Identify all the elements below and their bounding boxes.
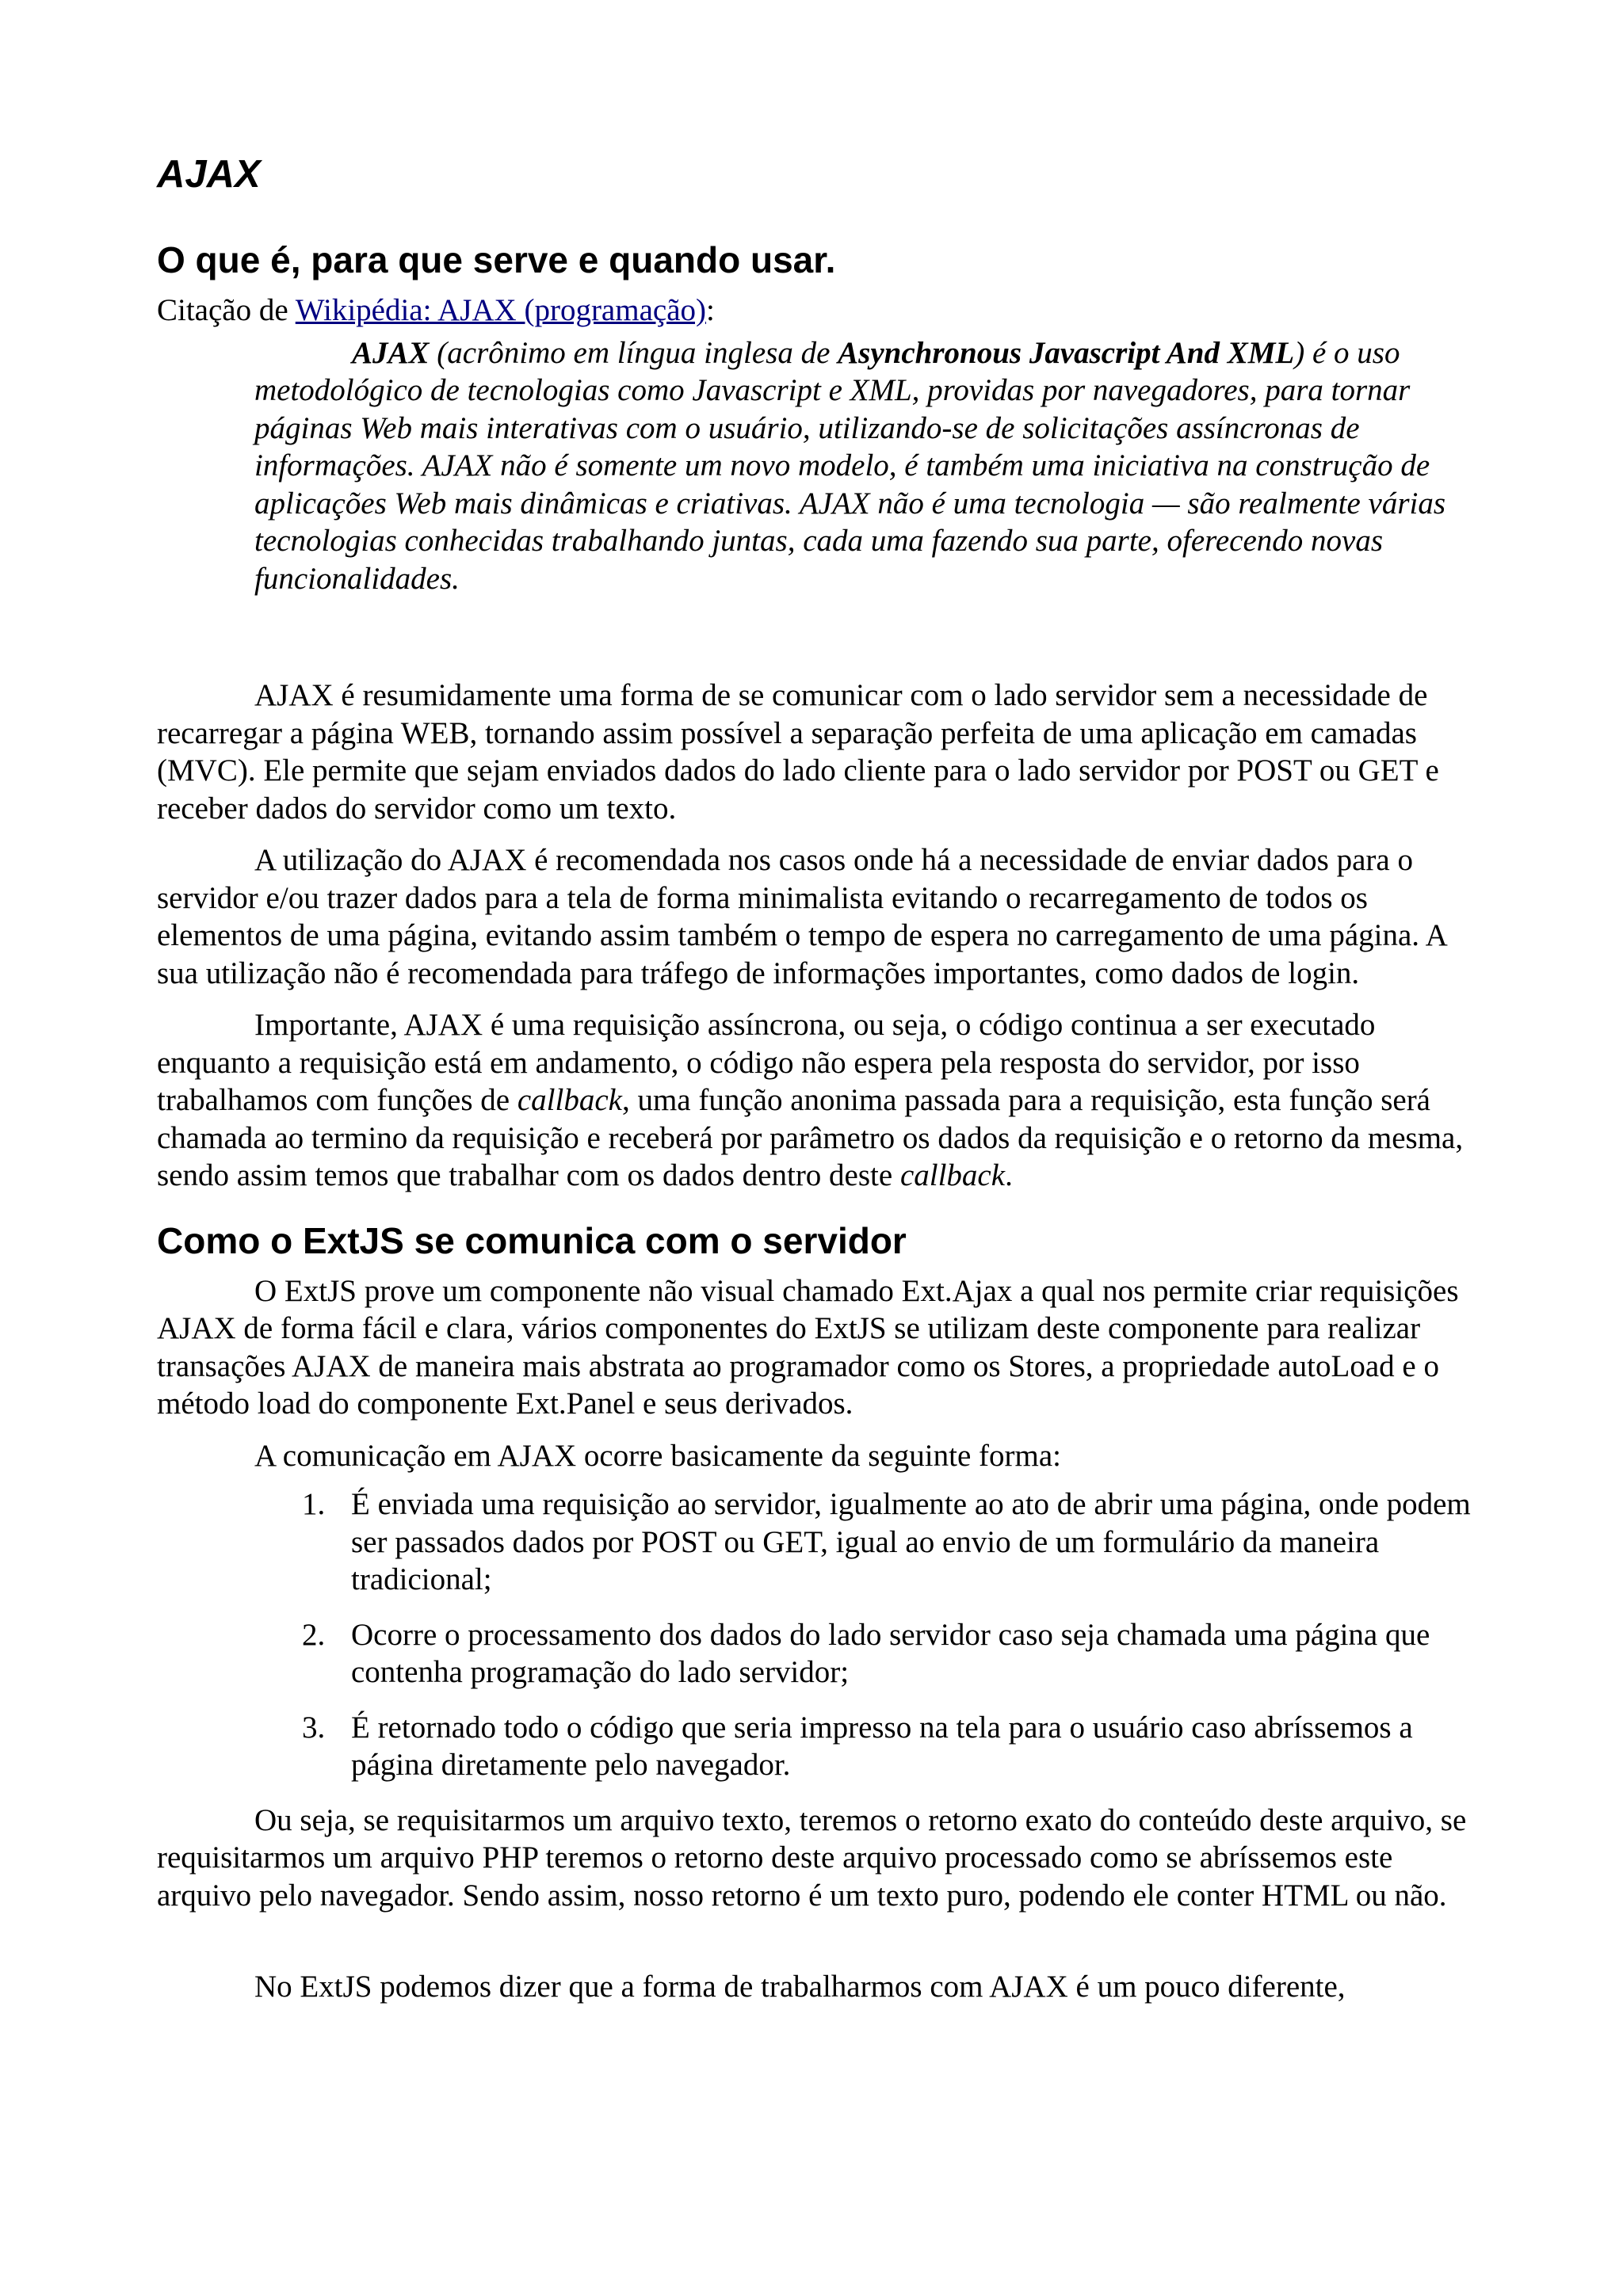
citation-line: [157, 292, 1480, 330]
callback-term-1: callback: [517, 1083, 622, 1117]
document-title: AJAX: [157, 153, 261, 196]
citation-prefix: Citação de: [157, 293, 296, 327]
quote-part-2: ) é o uso metodológico de tecnologias como Javascript e XML, providas por navegadores, para tornar páginas Web mais interativas com o usuário, utilizando-se de solicitações assíncronas de informações. AJAX não é somente um novo modelo, é também uma iniciativa na construção de aplicações Web mais dinâmicas e criativas. AJAX não é uma tecnologia — são realmente várias tecnologias conhecidas trabalhando juntas, cada uma fazendo sua parte, oferecendo novas funcionalidades.: [254, 335, 1446, 596]
paragraph-return-explanation: Ou seja, se requisitarmos um arquivo texto, teremos o retorno exato do conteúdo deste arquivo, se requisitarmos um arquivo PHP teremos o retorno deste arquivo processado como se abríssemos este arquivo pelo navegador. Sendo assim, nosso retorno é um texto puro, podendo ele conter HTML ou não.: [157, 1802, 1467, 1913]
citation-suffix: :: [706, 293, 715, 327]
communication-steps-list: [157, 1486, 1480, 1784]
section-heading-what-is: O que é, para que serve e quando usar.: [157, 239, 836, 280]
quote-term: AJAX: [352, 335, 430, 370]
paragraph-extjs-difference: No ExtJS podemos dizer que a forma de trabalharmos com AJAX é um pouco diferente,: [254, 1970, 1346, 2004]
quote-part-1: (acrônimo em língua inglesa de: [429, 335, 838, 370]
list-item: [157, 1616, 1480, 1691]
list-item-text: É retornado todo o código que seria impresso na tela para o usuário caso abríssemos a página diretamente pelo navegador.: [351, 1710, 1413, 1782]
list-item: [157, 1486, 1480, 1599]
list-item-text: Ocorre o processamento dos dados do lado servidor caso seja chamada uma página que contenha programação do lado servidor;: [351, 1617, 1430, 1689]
async-text-a: Importante, AJAX é uma requisição assíncrona, ou seja, o código continua a ser executado enquanto a requisição está em andamento, o código não espera pela resposta do servidor, por isso trabalhamos com funções de: [157, 1008, 1376, 1117]
paragraph-ajax-summary: AJAX é resumidamente uma forma de se comunicar com o lado servidor sem a necessidade de recarregar a página WEB, tornando assim possível a separação perfeita de uma aplicação em camadas (MVC). Ele permite que sejam enviados dados do lado cliente para o lado servidor por POST ou GET e receber dados do servidor como um texto.: [157, 678, 1439, 826]
wikipedia-link[interactable]: Wikipédia: AJAX (programação): [295, 293, 706, 327]
list-item-number: 1.: [302, 1487, 326, 1521]
document-page: [157, 151, 1480, 2006]
async-text-b: , uma função anonima passada para a requisição, esta função será chamada ao termino da requisição e receberá por parâmetro os dados da requisição e o retorno da mesma, sendo assim temos que trabalhar com os dados dentro deste: [157, 1083, 1464, 1192]
list-item-text: É enviada uma requisição ao servidor, igualmente ao ato de abrir uma página, onde podem ser passados dados por POST ou GET, igual ao envio de um formulário da maneira tradicional;: [351, 1487, 1471, 1596]
section-heading-extjs: Como o ExtJS se comunica com o servidor: [157, 1219, 907, 1261]
quote-expansion: Asynchronous Javascript And XML: [838, 335, 1295, 370]
spacer: [157, 1914, 1480, 1968]
list-item-number: 2.: [302, 1617, 326, 1652]
callback-term-2: callback: [899, 1158, 1006, 1192]
paragraph-ajax-usage: A utilização do AJAX é recomendada nos casos onde há a necessidade de enviar dados para o servidor e/ou trazer dados para a tela de forma minimalista evitando o recarregamento de todos os elementos de uma página, evitando assim também o tempo de espera no carregamento de uma página. A sua utilização não é recomendada para tráfego de informações importantes, como dados de login.: [157, 843, 1446, 990]
list-item-number: 3.: [302, 1710, 326, 1745]
paragraph-extjs-ajax: O ExtJS prove um componente não visual chamado Ext.Ajax a qual nos permite criar requisições AJAX de forma fácil e clara, vários componentes do ExtJS se utilizam deste componente para realizar transações AJAX de maneira mais abstrata ao programador como os Stores, a propriedade autoLoad e o método load do componente Ext.Panel e seus derivados.: [157, 1273, 1459, 1421]
async-text-c: .: [1005, 1158, 1013, 1192]
list-item: [157, 1709, 1480, 1784]
paragraph-communication-intro: A comunicação em AJAX ocorre basicamente da seguinte forma:: [254, 1438, 1061, 1473]
spacer: [157, 597, 1480, 677]
paragraph-ajax-async: [157, 1006, 1480, 1195]
wikipedia-quote: [254, 334, 1479, 598]
